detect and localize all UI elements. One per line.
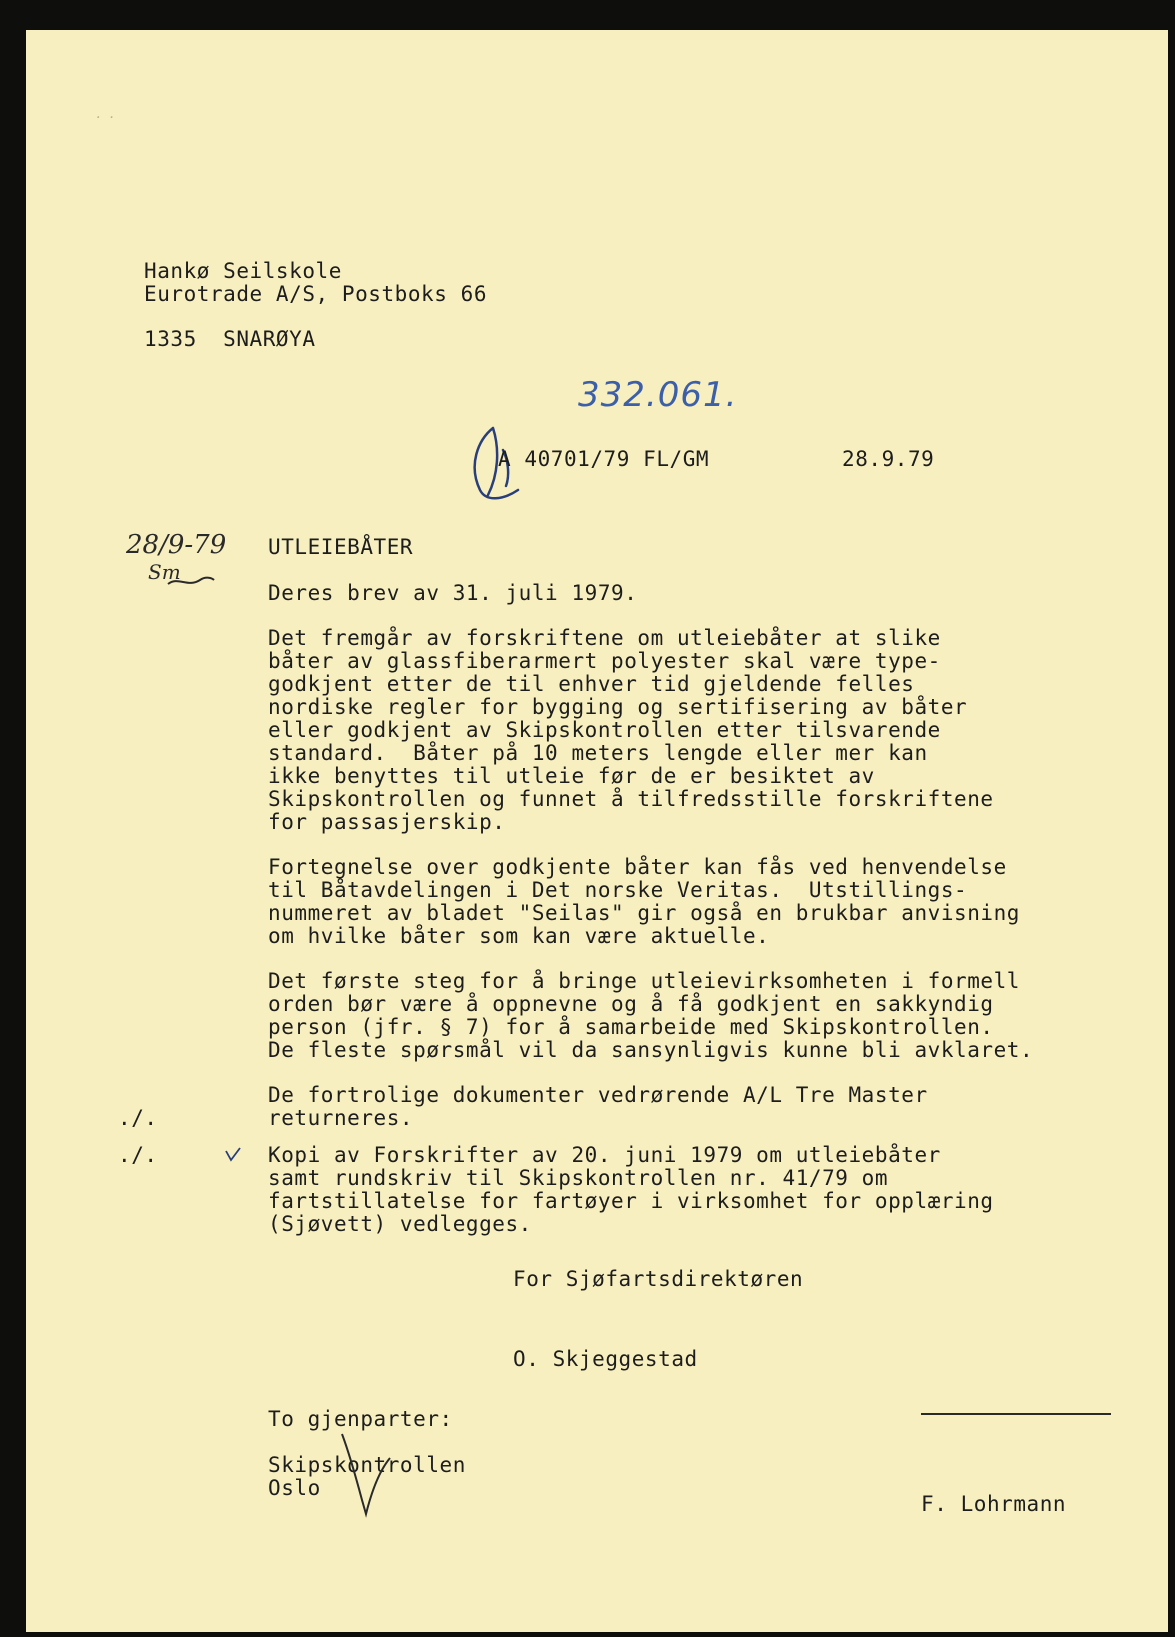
recipient-postal: 1335 SNARØYA — [144, 327, 316, 351]
paragraph-line: til Båtavdelingen i Det norske Veritas. Utstillings- — [268, 878, 968, 902]
paragraph-1 — [268, 627, 994, 834]
paragraph-5 — [268, 1144, 994, 1236]
reference-number: A 40701/79 FL/GM — [498, 447, 710, 471]
paragraph-line: nummeret av bladet "Seilas" gir også en brukbar anvisning — [268, 901, 1021, 925]
paragraph-line: (Sjøvett) vedlegges. — [268, 1212, 532, 1236]
paragraph-4 — [268, 1084, 928, 1130]
enclosure-mark-2: ./. — [118, 1143, 158, 1167]
handwritten-file-number: 332.061. — [578, 375, 738, 415]
paragraph-line: Fortegnelse over godkjente båter kan fås ved henvendelse — [268, 855, 1007, 879]
signature-line — [921, 1413, 1111, 1415]
paragraph-2 — [268, 856, 1020, 948]
paragraph-line: eller godkjent av Skipskontrollen etter tilsvarende — [268, 718, 941, 742]
paragraph-line: returneres. — [268, 1106, 414, 1130]
paragraph-line: Skipskontrollen og funnet å tilfredsstille forskriftene — [268, 787, 994, 811]
copies-label: To gjenparter: — [268, 1407, 453, 1431]
paragraph-line: samt rundskriv til Skipskontrollen nr. 41/79 om — [268, 1166, 889, 1190]
check-mark — [224, 1147, 242, 1163]
signatory-name: O. Skjeggestad — [513, 1347, 698, 1371]
initials-flourish — [166, 570, 216, 590]
paragraph-line: person (jfr. § 7) for å samarbeide med Skipskontrollen. — [268, 1015, 994, 1039]
handwritten-date-note: 28/9-79 — [126, 530, 227, 560]
paragraph-line: orden bør være å oppnevne og å få godkjent en sakkyndig — [268, 992, 994, 1016]
paragraph-line: De fleste spørsmål vil da sansynligvis kunne bli avklaret. — [268, 1038, 1034, 1062]
paragraph-line: standard. Båter på 10 meters lengde eller mer kan — [268, 741, 928, 765]
paragraph-line: fartstillatelse for fartøyer i virksomhet for opplæring — [268, 1189, 994, 1213]
paragraph-line: ikke benyttes til utleie før de er besiktet av — [268, 764, 875, 788]
copies-line-1: Skipskontrollen — [268, 1453, 466, 1477]
paragraph-line: De fortrolige dokumenter vedrørende A/L Tre Master — [268, 1083, 928, 1107]
paragraph-3 — [268, 970, 1033, 1062]
letter-date: 28.9.79 — [842, 447, 935, 471]
faint-pencil-mark: · · — [96, 110, 114, 126]
paragraph-line: om hvilke båter som kan være aktuelle. — [268, 924, 770, 948]
recipient-name: Hankø Seilskole — [144, 259, 342, 283]
paragraph-line: godkjent etter de til enhver tid gjeldende felles — [268, 672, 915, 696]
recipient-address: Eurotrade A/S, Postboks 66 — [144, 282, 488, 306]
second-signatory-name: F. Lohrmann — [921, 1492, 1067, 1516]
handwritten-initials: Sm — [148, 560, 181, 584]
paragraph-line: for passasjerskip. — [268, 810, 506, 834]
closing-line: For Sjøfartsdirektøren — [513, 1267, 804, 1291]
subject-heading: UTLEIEBÅTER — [268, 535, 414, 559]
enclosure-mark-1: ./. — [118, 1106, 158, 1130]
paragraph-line: Det første steg for å bringe utleievirksomheten i formell — [268, 969, 1021, 993]
copy-check-mark — [336, 1430, 396, 1520]
copies-line-2: Oslo — [268, 1476, 321, 1500]
intro-line: Deres brev av 31. juli 1979. — [268, 581, 638, 605]
paragraph-line: båter av glassfiberarmert polyester skal være type- — [268, 649, 941, 673]
paragraph-line: Kopi av Forskrifter av 20. juni 1979 om utleiebåter — [268, 1143, 941, 1167]
letter-page — [26, 30, 1168, 1632]
paragraph-line: Det fremgår av forskriftene om utleiebåter at slike — [268, 626, 941, 650]
paragraph-line: nordiske regler for bygging og sertifisering av båter — [268, 695, 968, 719]
